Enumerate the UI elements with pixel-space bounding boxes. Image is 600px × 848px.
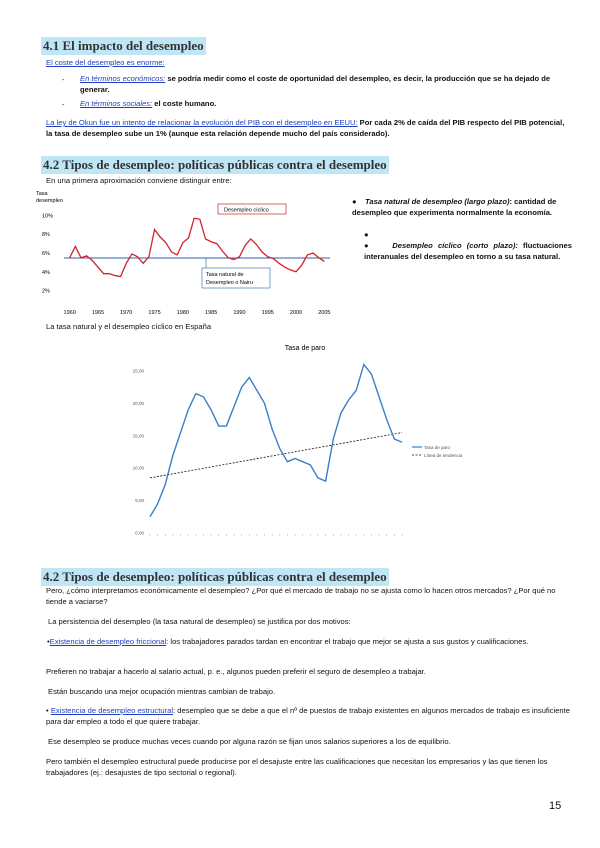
link-frictional[interactable]: Existencia de desempleo friccional <box>49 637 167 646</box>
intro-text: En una primera aproximación conviene distinguir entre: <box>46 176 232 185</box>
section-heading-impacto: 4.1 El impacto del desempleo <box>43 38 204 53</box>
text-cyclical: fluctuaciones interanuales del desempleo en torno a su tasa natural. <box>364 241 572 261</box>
text-natural: : cantidad de desempleo que experimenta normalmente la economía. <box>352 197 557 217</box>
subtitle-coste[interactable]: El coste del desempleo es enorme: <box>46 58 165 67</box>
chart2-ytick: 0,00 <box>135 530 144 536</box>
link-okun[interactable]: La ley de Okun fue un intento de relacionar la evolución del PIB con el desempleo en EEUU: <box>46 118 358 127</box>
right-item-cyclical <box>364 241 572 262</box>
chart1-xtick: 1980 <box>176 310 189 316</box>
chart1-ytick: 6% <box>42 251 50 257</box>
chart-natural-rate <box>34 188 348 318</box>
text-okun: Por cada 2% de caída del PIB respecto del PIB potencial, la tasa de desempleo sube un 1% (aunque esta relación depende mucho del país considerado). <box>46 118 565 138</box>
chart1-ylabel-1: Tasa <box>36 191 48 197</box>
bullet-dot-empty: ● <box>364 230 369 239</box>
paragraph-structural <box>46 706 570 727</box>
link-economic[interactable]: En términos económicos: <box>80 74 166 83</box>
chart2-ytick: 20,00 <box>132 400 144 406</box>
bullet-dot: ● <box>364 241 393 250</box>
chart-tasa-paro <box>120 338 500 553</box>
chart-caption: La tasa natural y el desempleo cíclico en España <box>46 322 212 331</box>
link-social[interactable]: En términos sociales: <box>80 99 153 108</box>
right-item-natural <box>352 197 572 218</box>
chart1-xtick: 1965 <box>91 310 105 316</box>
chart1-annotation-cyclical: Desempleo cíclico <box>224 207 269 214</box>
label-cyclical: Desempleo cíclico (corto plazo): <box>392 241 518 250</box>
bullet-frictional: • <box>47 637 50 646</box>
chart1-ytick: 4% <box>42 269 50 276</box>
chart2-ytick: 5,00 <box>135 498 144 504</box>
text-frictional: : los trabajadores parados tardan en encontrar el trabajo que mejor se ajusta a sus gustos y cualificaciones. <box>166 637 529 646</box>
chart1-xtick: 2005 <box>318 310 331 316</box>
paragraph-frictional <box>47 637 569 648</box>
chart2-ytick: 15,00 <box>132 433 144 439</box>
label-natural: Tasa natural de desempleo (largo plazo) <box>365 197 510 206</box>
chart2-ytick: 25,00 <box>132 368 144 374</box>
chart1-ytick: 2% <box>42 288 50 295</box>
chart2-legend-paro: Tasa de paro <box>424 445 451 450</box>
text-economic: se podría medir como el coste de oportunidad del desempleo, es decir, la producción que se ha dejado de generar. <box>80 74 551 94</box>
text-social: el coste humano. <box>152 99 217 108</box>
text-structural: : desempleo que se debe a que el nº de puestos de trabajo existentes en algunos mercados de trabajo es insuficiente para dar empleo a todo el que quiere trabajar. <box>46 706 570 726</box>
chart1-xtick: 1985 <box>205 310 218 316</box>
link-structural[interactable]: Existencia de desempleo estructural <box>50 706 174 715</box>
chart2-title: Tasa de paro <box>284 345 326 352</box>
chart1-xtick: 1975 <box>148 310 161 316</box>
paragraph-mismatch: Pero también el desempleo estructural puede producirse por el desajuste entre las cualificaciones que necesitan los empresarios y las que tienen los trabajadores (ej.: desajustes de tipo sectorial o regional). <box>46 757 548 777</box>
section-heading-tipos-2: 4.2 Tipos de desempleo: políticas públicas contra el desempleo <box>43 569 387 584</box>
chart1-xtick: 1960 <box>63 310 76 316</box>
chart2-ytick: 10,00 <box>132 465 144 471</box>
chart1-ylabel-2: desempleo <box>36 198 63 204</box>
chart1-annotation-nairu-1: Tasa natural de <box>206 272 244 278</box>
chart1-cyclical-line <box>70 218 325 276</box>
chart1-ytick: 10% <box>42 213 54 220</box>
paragraph-searching: Están buscando una mejor ocupación mientras cambian de trabajo. <box>48 687 276 696</box>
chart1-xtick: 1990 <box>233 310 246 316</box>
bullet-economic <box>80 74 572 95</box>
bullet-dot: ● <box>352 197 366 206</box>
page-number: 15 <box>549 800 562 812</box>
bullet-social <box>80 99 572 110</box>
chart1-xtick: 2000 <box>289 310 303 316</box>
section-heading-tipos: 4.2 Tipos de desempleo: políticas públicas contra el desempleo <box>43 157 387 172</box>
paragraph-wages: Ese desempleo se produce muchas veces cuando por alguna razón se fijan unos salarios superiores a los de equilibrio. <box>48 737 451 746</box>
bullet-dash: - <box>62 100 65 109</box>
chart2-series-line <box>150 364 402 516</box>
paragraph-persistence: La persistencia del desempleo (la tasa natural de desempleo) se justifica por dos motivos: <box>48 617 351 626</box>
chart1-xtick: 1970 <box>120 310 133 316</box>
paragraph-prefer: Prefieren no trabajar a hacerlo al salario actual, p. e., algunos pueden preferir el seguro de desempleo a trabajar. <box>46 667 426 676</box>
chart1-xtick: 1995 <box>261 310 274 316</box>
chart1-annotation-nairu-2: Desempleo o Nairu <box>206 280 254 286</box>
paragraph-question: Pero, ¿cómo interpretamos económicamente el desempleo? ¿Por qué el mercado de trabajo no se ajusta como lo hacen otros mercados? ¿Por qué no tiende a vaciarse? <box>46 586 556 606</box>
bullet-dash: - <box>62 75 65 84</box>
okun-paragraph <box>46 118 568 139</box>
bullet-structural: • <box>46 706 49 715</box>
chart1-ytick: 8% <box>42 232 50 239</box>
chart2-legend-trend: Línea de tendencia <box>424 453 463 458</box>
